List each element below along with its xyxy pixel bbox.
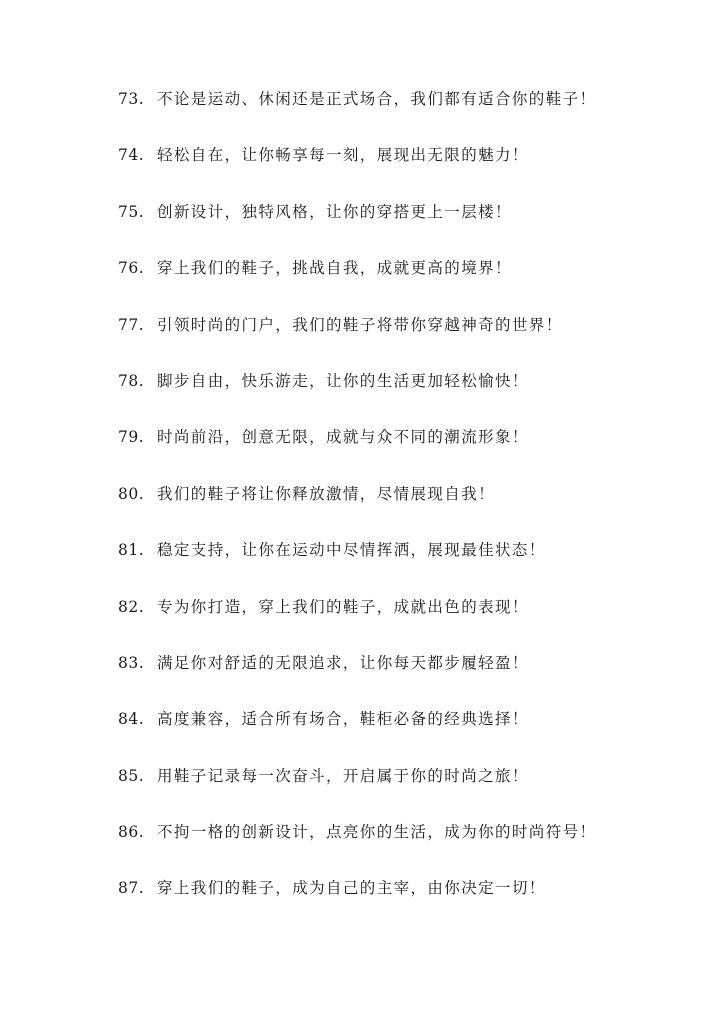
slogan-text: 脚步自由，快乐游走，让你的生活更加轻松愉快！ xyxy=(157,371,529,390)
slogan-number: 85. xyxy=(118,766,145,785)
slogan-text: 专为你打造，穿上我们的鞋子，成就出色的表现！ xyxy=(157,597,529,616)
slogan-text: 创新设计，独特风格，让你的穿搭更上一层楼！ xyxy=(157,202,512,221)
slogan-text: 稳定支持，让你在运动中尽情挥洒，展现最佳状态！ xyxy=(157,541,546,560)
slogan-item xyxy=(0,812,720,868)
slogan-number: 84. xyxy=(118,710,145,729)
slogan-text: 用鞋子记录每一次奋斗，开启属于你的时尚之旅！ xyxy=(157,766,529,785)
slogan-item xyxy=(0,587,720,643)
slogan-item xyxy=(0,79,720,135)
slogan-number: 79. xyxy=(118,428,145,447)
slogan-number: 73. xyxy=(118,90,145,108)
slogan-number: 82. xyxy=(118,597,145,616)
slogan-text: 时尚前沿，创意无限，成就与众不同的潮流形象！ xyxy=(157,428,529,447)
slogan-number: 78. xyxy=(118,371,145,390)
slogan-text: 引领时尚的门户，我们的鞋子将带你穿越神奇的世界！ xyxy=(157,315,563,334)
slogan-item xyxy=(0,868,720,924)
slogan-text: 满足你对舒适的无限追求，让你每天都步履轻盈！ xyxy=(157,653,529,672)
slogan-text: 不拘一格的创新设计，点亮你的生活，成为你的时尚符号！ xyxy=(157,823,597,842)
slogan-item xyxy=(0,643,720,699)
slogan-text: 我们的鞋子将让你释放激情，尽情展现自我！ xyxy=(157,484,496,503)
slogan-number: 83. xyxy=(118,653,145,672)
slogan-text: 穿上我们的鞋子，成为自己的主宰，由你决定一切！ xyxy=(157,879,546,898)
slogan-item xyxy=(0,361,720,417)
slogan-item xyxy=(0,248,720,304)
slogan-item xyxy=(0,530,720,586)
slogan-item xyxy=(0,135,720,191)
slogan-number: 76. xyxy=(118,259,145,278)
slogan-number: 77. xyxy=(118,315,145,334)
slogan-item xyxy=(0,699,720,755)
slogan-text: 高度兼容，适合所有场合，鞋柜必备的经典选择！ xyxy=(157,710,529,729)
slogan-text: 不论是运动、休闲还是正式场合，我们都有适合你的鞋子！ xyxy=(157,90,597,108)
slogan-number: 86. xyxy=(118,823,145,842)
slogan-item xyxy=(0,417,720,473)
slogan-item xyxy=(0,756,720,812)
slogan-number: 75. xyxy=(118,202,145,221)
slogan-number: 80. xyxy=(118,484,145,503)
slogan-number: 87. xyxy=(118,879,145,898)
slogan-text: 轻松自在，让你畅享每一刻，展现出无限的魅力！ xyxy=(157,146,529,165)
slogan-number: 74. xyxy=(118,146,145,165)
slogan-item xyxy=(0,192,720,248)
slogan-number: 81. xyxy=(118,541,145,560)
slogan-text: 穿上我们的鞋子，挑战自我，成就更高的境界！ xyxy=(157,259,512,278)
slogan-list xyxy=(0,79,720,925)
slogan-item xyxy=(0,474,720,530)
slogan-item xyxy=(0,305,720,361)
